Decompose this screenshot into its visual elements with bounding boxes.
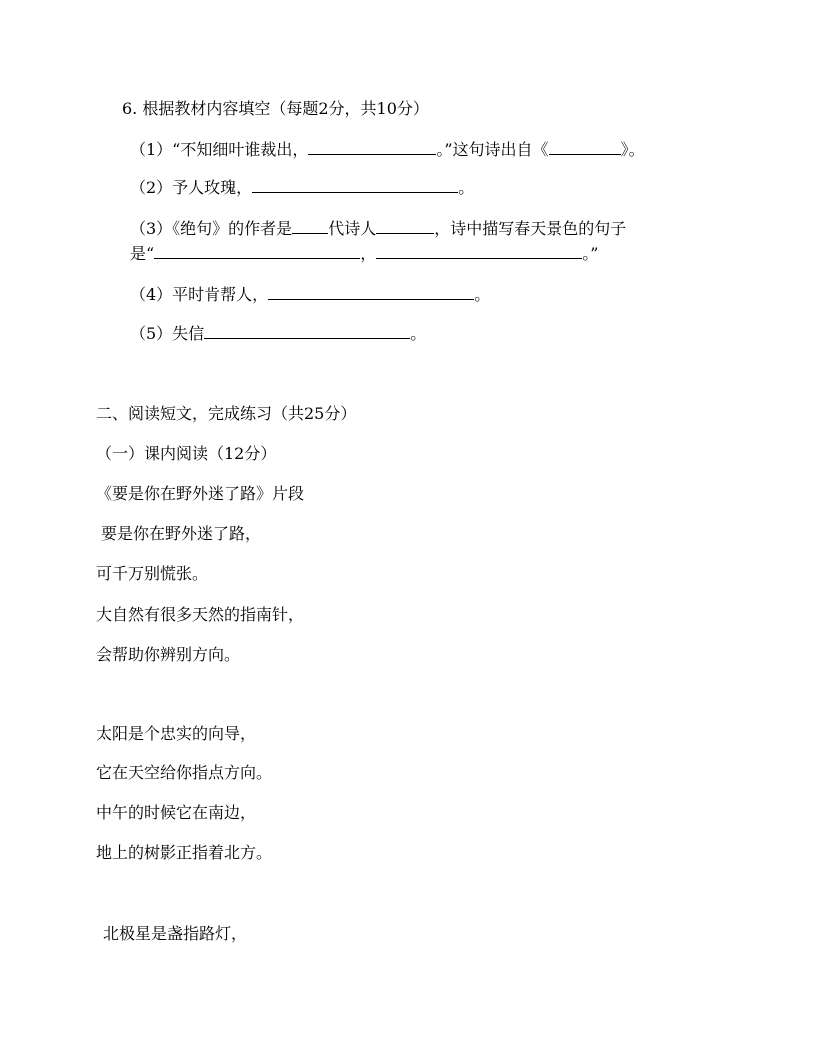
blank-line [204,323,410,339]
blank-line [292,218,328,234]
poem-line: 地上的树影正指着北方。 [96,843,273,862]
poem-line: 大自然有很多天然的指南针， [96,605,305,624]
blank-line [154,243,360,259]
poem-line: 太阳是个忠实的向导， [96,724,257,743]
item-4-prefix: （4）平时肯帮人， [130,285,269,304]
item-1-prefix: （1）“不知细叶谁裁出， [130,140,309,159]
question-6-item-3-line-2 [130,243,598,265]
blank-line [549,139,621,155]
blank-line [252,177,458,193]
question-6-item-1 [130,139,645,161]
item-5-suffix: 。 [410,324,427,343]
poem-line: 中午的时候它在南边， [96,803,257,822]
item-3-part-3: ，诗中描写春天景色的句子 [434,219,627,238]
item-2-suffix: 。 [458,178,475,197]
item-1-middle: 。”这句诗出自《 [436,140,549,159]
item-3-part-1: （3）《绝句》的作者是 [130,219,293,238]
poem-line: 它在天空给你指点方向。 [96,763,273,782]
poem-line: 北极星是盏指路灯， [103,924,248,943]
poem-line: 要是你在野外迷了路， [101,524,262,543]
item-5-prefix: （5）失信 [130,324,205,343]
item-4-suffix: 。 [474,285,491,304]
poem-line: 会帮助你辨别方向。 [96,645,241,664]
section-2-subtitle: （一）课内阅读（12分） [96,444,277,463]
question-6-title: 6. 根据教材内容填空（每题2分，共10分） [122,99,429,118]
question-6-item-3-line-1 [130,218,626,240]
item-3-part-5: ， [360,244,377,263]
item-3-part-2: 代诗人 [328,219,377,238]
question-6-item-5 [130,323,426,345]
question-6-item-4 [130,284,490,306]
blank-line [376,218,434,234]
passage-title: 《要是你在野外迷了路》片段 [96,484,305,503]
question-6-item-2 [130,177,474,199]
item-1-suffix: 》。 [620,140,645,159]
blank-line [376,243,582,259]
item-3-part-4: 是“ [130,244,155,263]
item-3-part-6: 。” [582,244,599,263]
poem-line: 可千万别慌张。 [96,564,209,583]
blank-line [268,284,474,300]
blank-line [308,139,436,155]
item-2-prefix: （2）予人玫瑰， [130,178,253,197]
section-2-title: 二、阅读短文，完成练习（共25分） [96,404,357,423]
